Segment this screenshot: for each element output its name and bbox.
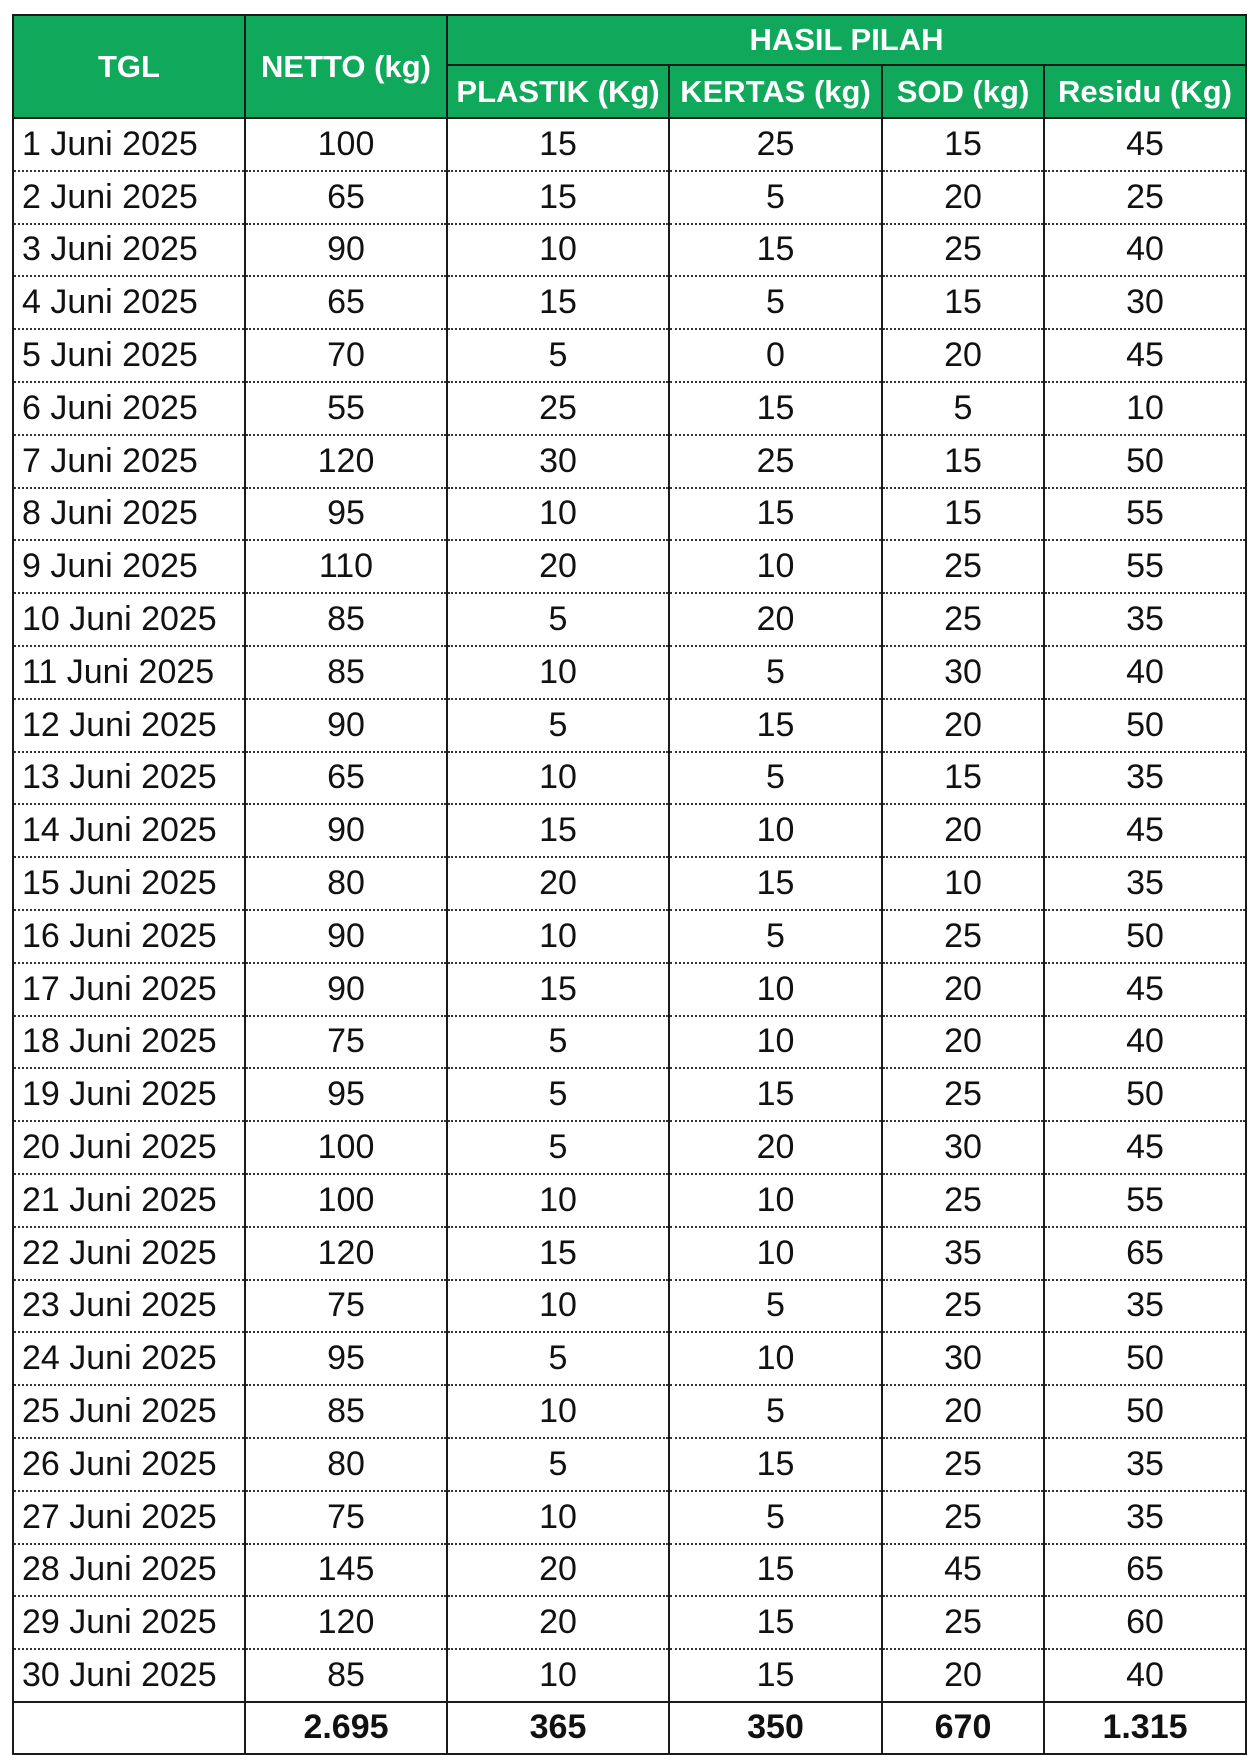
cell-tgl: 9 Juni 2025: [13, 540, 245, 593]
cell-netto: 100: [245, 118, 447, 171]
cell-plastik: 15: [447, 276, 669, 329]
cell-netto: 75: [245, 1491, 447, 1544]
cell-kertas: 15: [669, 488, 882, 541]
cell-residu: 65: [1044, 1227, 1246, 1280]
cell-tgl: 4 Juni 2025: [13, 276, 245, 329]
table-row: [13, 329, 1246, 382]
table-header: [13, 15, 1246, 118]
cell-residu: 45: [1044, 804, 1246, 857]
cell-residu: 65: [1044, 1544, 1246, 1597]
cell-sod: 20: [882, 1016, 1044, 1069]
cell-netto: 65: [245, 752, 447, 805]
cell-kertas: 15: [669, 1649, 882, 1702]
cell-netto: 145: [245, 1544, 447, 1597]
cell-kertas: 5: [669, 910, 882, 963]
cell-tgl: 18 Juni 2025: [13, 1016, 245, 1069]
cell-tgl: 8 Juni 2025: [13, 488, 245, 541]
header-tgl: TGL: [13, 15, 245, 118]
cell-residu: 10: [1044, 382, 1246, 435]
cell-kertas: 25: [669, 435, 882, 488]
totals-row: [13, 1702, 1246, 1754]
cell-sod: 25: [882, 1174, 1044, 1227]
cell-sod: 5: [882, 382, 1044, 435]
cell-tgl: 5 Juni 2025: [13, 329, 245, 382]
cell-kertas: 10: [669, 804, 882, 857]
table-row: [13, 382, 1246, 435]
cell-kertas: 15: [669, 1596, 882, 1649]
cell-netto: 95: [245, 488, 447, 541]
cell-kertas: 5: [669, 1385, 882, 1438]
cell-kertas: 10: [669, 540, 882, 593]
cell-tgl: 20 Juni 2025: [13, 1121, 245, 1174]
cell-plastik: 10: [447, 1174, 669, 1227]
cell-tgl: 17 Juni 2025: [13, 963, 245, 1016]
cell-residu: 35: [1044, 593, 1246, 646]
cell-sod: 15: [882, 435, 1044, 488]
cell-sod: 20: [882, 1385, 1044, 1438]
table-row: [13, 1280, 1246, 1333]
cell-tgl: 11 Juni 2025: [13, 646, 245, 699]
cell-residu: 45: [1044, 1121, 1246, 1174]
cell-plastik: 5: [447, 699, 669, 752]
cell-netto: 90: [245, 910, 447, 963]
cell-sod: 30: [882, 1332, 1044, 1385]
cell-residu: 35: [1044, 857, 1246, 910]
table-row: [13, 1332, 1246, 1385]
cell-residu: 40: [1044, 224, 1246, 277]
cell-tgl: 7 Juni 2025: [13, 435, 245, 488]
cell-netto: 75: [245, 1280, 447, 1333]
cell-plastik: 5: [447, 593, 669, 646]
cell-tgl: 16 Juni 2025: [13, 910, 245, 963]
table-body: [13, 118, 1246, 1702]
cell-tgl: 25 Juni 2025: [13, 1385, 245, 1438]
cell-sod: 20: [882, 963, 1044, 1016]
cell-sod: 20: [882, 699, 1044, 752]
cell-plastik: 5: [447, 329, 669, 382]
cell-kertas: 15: [669, 382, 882, 435]
cell-residu: 25: [1044, 171, 1246, 224]
cell-plastik: 20: [447, 540, 669, 593]
cell-plastik: 5: [447, 1068, 669, 1121]
cell-tgl: 28 Juni 2025: [13, 1544, 245, 1597]
total-netto: 2.695: [245, 1702, 447, 1754]
cell-tgl: 27 Juni 2025: [13, 1491, 245, 1544]
cell-netto: 70: [245, 329, 447, 382]
cell-netto: 80: [245, 1438, 447, 1491]
cell-plastik: 10: [447, 910, 669, 963]
cell-tgl: 29 Juni 2025: [13, 1596, 245, 1649]
table-footer: [13, 1702, 1246, 1754]
cell-kertas: 20: [669, 1121, 882, 1174]
cell-sod: 10: [882, 857, 1044, 910]
cell-sod: 15: [882, 488, 1044, 541]
cell-kertas: 20: [669, 593, 882, 646]
table-row: [13, 646, 1246, 699]
cell-netto: 90: [245, 963, 447, 1016]
cell-residu: 60: [1044, 1596, 1246, 1649]
cell-residu: 45: [1044, 118, 1246, 171]
header-hasil-pilah: HASIL PILAH: [447, 15, 1246, 65]
cell-kertas: 10: [669, 1174, 882, 1227]
cell-kertas: 0: [669, 329, 882, 382]
cell-sod: 25: [882, 593, 1044, 646]
cell-residu: 35: [1044, 1491, 1246, 1544]
cell-sod: 25: [882, 540, 1044, 593]
cell-netto: 65: [245, 171, 447, 224]
cell-residu: 40: [1044, 646, 1246, 699]
table-row: [13, 804, 1246, 857]
table-row: [13, 1174, 1246, 1227]
cell-tgl: 26 Juni 2025: [13, 1438, 245, 1491]
cell-plastik: 30: [447, 435, 669, 488]
cell-plastik: 10: [447, 1280, 669, 1333]
cell-netto: 85: [245, 1385, 447, 1438]
cell-kertas: 10: [669, 1016, 882, 1069]
cell-tgl: 23 Juni 2025: [13, 1280, 245, 1333]
cell-residu: 45: [1044, 963, 1246, 1016]
cell-plastik: 5: [447, 1016, 669, 1069]
total-residu: 1.315: [1044, 1702, 1246, 1754]
cell-residu: 35: [1044, 1438, 1246, 1491]
table-row: [13, 1068, 1246, 1121]
cell-sod: 30: [882, 646, 1044, 699]
cell-kertas: 15: [669, 857, 882, 910]
cell-tgl: 30 Juni 2025: [13, 1649, 245, 1702]
table-row: [13, 699, 1246, 752]
table-row: [13, 1016, 1246, 1069]
table-row: [13, 910, 1246, 963]
cell-tgl: 21 Juni 2025: [13, 1174, 245, 1227]
cell-netto: 95: [245, 1332, 447, 1385]
cell-residu: 50: [1044, 435, 1246, 488]
cell-tgl: 22 Juni 2025: [13, 1227, 245, 1280]
cell-netto: 120: [245, 1596, 447, 1649]
cell-plastik: 20: [447, 1544, 669, 1597]
cell-kertas: 5: [669, 171, 882, 224]
cell-netto: 85: [245, 1649, 447, 1702]
cell-netto: 85: [245, 593, 447, 646]
cell-sod: 45: [882, 1544, 1044, 1597]
cell-residu: 35: [1044, 1280, 1246, 1333]
cell-kertas: 25: [669, 118, 882, 171]
cell-plastik: 10: [447, 646, 669, 699]
cell-residu: 50: [1044, 1385, 1246, 1438]
cell-residu: 50: [1044, 1332, 1246, 1385]
cell-residu: 55: [1044, 488, 1246, 541]
cell-kertas: 15: [669, 1544, 882, 1597]
cell-plastik: 15: [447, 1227, 669, 1280]
cell-plastik: 25: [447, 382, 669, 435]
cell-sod: 25: [882, 910, 1044, 963]
cell-kertas: 15: [669, 699, 882, 752]
cell-sod: 20: [882, 329, 1044, 382]
cell-sod: 25: [882, 1438, 1044, 1491]
table-row: [13, 1438, 1246, 1491]
cell-netto: 120: [245, 1227, 447, 1280]
cell-tgl: 14 Juni 2025: [13, 804, 245, 857]
cell-plastik: 15: [447, 118, 669, 171]
total-tgl: [13, 1702, 245, 1754]
cell-tgl: 13 Juni 2025: [13, 752, 245, 805]
cell-plastik: 10: [447, 1649, 669, 1702]
table-row: [13, 435, 1246, 488]
table-row: [13, 1649, 1246, 1702]
table-row: [13, 488, 1246, 541]
total-kertas: 350: [669, 1702, 882, 1754]
cell-kertas: 5: [669, 1280, 882, 1333]
cell-residu: 50: [1044, 1068, 1246, 1121]
cell-kertas: 15: [669, 1438, 882, 1491]
cell-plastik: 5: [447, 1121, 669, 1174]
cell-netto: 120: [245, 435, 447, 488]
table-row: [13, 540, 1246, 593]
table-row: [13, 276, 1246, 329]
header-sod: SOD (kg): [882, 65, 1044, 118]
cell-residu: 55: [1044, 540, 1246, 593]
table-row: [13, 1596, 1246, 1649]
cell-sod: 25: [882, 1491, 1044, 1544]
cell-plastik: 5: [447, 1438, 669, 1491]
table-row: [13, 1491, 1246, 1544]
cell-netto: 75: [245, 1016, 447, 1069]
cell-tgl: 19 Juni 2025: [13, 1068, 245, 1121]
cell-tgl: 1 Juni 2025: [13, 118, 245, 171]
cell-residu: 40: [1044, 1016, 1246, 1069]
table-row: [13, 118, 1246, 171]
cell-residu: 50: [1044, 699, 1246, 752]
cell-plastik: 15: [447, 171, 669, 224]
cell-sod: 25: [882, 1068, 1044, 1121]
cell-sod: 20: [882, 1649, 1044, 1702]
cell-residu: 40: [1044, 1649, 1246, 1702]
cell-tgl: 12 Juni 2025: [13, 699, 245, 752]
table-row: [13, 1544, 1246, 1597]
table-row: [13, 171, 1246, 224]
cell-plastik: 5: [447, 1332, 669, 1385]
cell-sod: 20: [882, 171, 1044, 224]
table-row: [13, 593, 1246, 646]
cell-netto: 55: [245, 382, 447, 435]
header-kertas: KERTAS (kg): [669, 65, 882, 118]
cell-netto: 80: [245, 857, 447, 910]
cell-plastik: 10: [447, 1491, 669, 1544]
cell-sod: 35: [882, 1227, 1044, 1280]
cell-netto: 90: [245, 699, 447, 752]
cell-sod: 15: [882, 752, 1044, 805]
total-plastik: 365: [447, 1702, 669, 1754]
cell-plastik: 20: [447, 1596, 669, 1649]
table-row: [13, 1227, 1246, 1280]
cell-kertas: 5: [669, 276, 882, 329]
cell-netto: 65: [245, 276, 447, 329]
table-row: [13, 224, 1246, 277]
cell-netto: 95: [245, 1068, 447, 1121]
cell-residu: 35: [1044, 752, 1246, 805]
cell-netto: 110: [245, 540, 447, 593]
header-row-top: [13, 15, 1246, 65]
cell-tgl: 3 Juni 2025: [13, 224, 245, 277]
table-row: [13, 752, 1246, 805]
cell-tgl: 10 Juni 2025: [13, 593, 245, 646]
waste-sorting-table: [12, 14, 1247, 1755]
cell-tgl: 15 Juni 2025: [13, 857, 245, 910]
cell-netto: 90: [245, 804, 447, 857]
total-sod: 670: [882, 1702, 1044, 1754]
header-netto: NETTO (kg): [245, 15, 447, 118]
cell-kertas: 15: [669, 224, 882, 277]
cell-tgl: 2 Juni 2025: [13, 171, 245, 224]
cell-kertas: 5: [669, 752, 882, 805]
header-residu: Residu (Kg): [1044, 65, 1246, 118]
cell-netto: 90: [245, 224, 447, 277]
cell-plastik: 10: [447, 752, 669, 805]
cell-kertas: 10: [669, 1227, 882, 1280]
cell-netto: 85: [245, 646, 447, 699]
table-row: [13, 963, 1246, 1016]
cell-sod: 15: [882, 118, 1044, 171]
cell-residu: 30: [1044, 276, 1246, 329]
cell-kertas: 15: [669, 1068, 882, 1121]
table-row: [13, 1385, 1246, 1438]
cell-tgl: 6 Juni 2025: [13, 382, 245, 435]
cell-residu: 45: [1044, 329, 1246, 382]
cell-residu: 55: [1044, 1174, 1246, 1227]
cell-kertas: 10: [669, 1332, 882, 1385]
cell-sod: 15: [882, 276, 1044, 329]
cell-sod: 20: [882, 804, 1044, 857]
table-row: [13, 1121, 1246, 1174]
cell-kertas: 5: [669, 646, 882, 699]
cell-plastik: 10: [447, 224, 669, 277]
cell-kertas: 10: [669, 963, 882, 1016]
cell-sod: 25: [882, 1280, 1044, 1333]
cell-plastik: 10: [447, 1385, 669, 1438]
cell-residu: 50: [1044, 910, 1246, 963]
cell-netto: 100: [245, 1174, 447, 1227]
cell-sod: 25: [882, 1596, 1044, 1649]
table-row: [13, 857, 1246, 910]
cell-sod: 25: [882, 224, 1044, 277]
header-plastik: PLASTIK (Kg): [447, 65, 669, 118]
cell-plastik: 15: [447, 804, 669, 857]
cell-sod: 30: [882, 1121, 1044, 1174]
cell-plastik: 10: [447, 488, 669, 541]
cell-kertas: 5: [669, 1491, 882, 1544]
cell-tgl: 24 Juni 2025: [13, 1332, 245, 1385]
cell-plastik: 20: [447, 857, 669, 910]
cell-plastik: 15: [447, 963, 669, 1016]
cell-netto: 100: [245, 1121, 447, 1174]
